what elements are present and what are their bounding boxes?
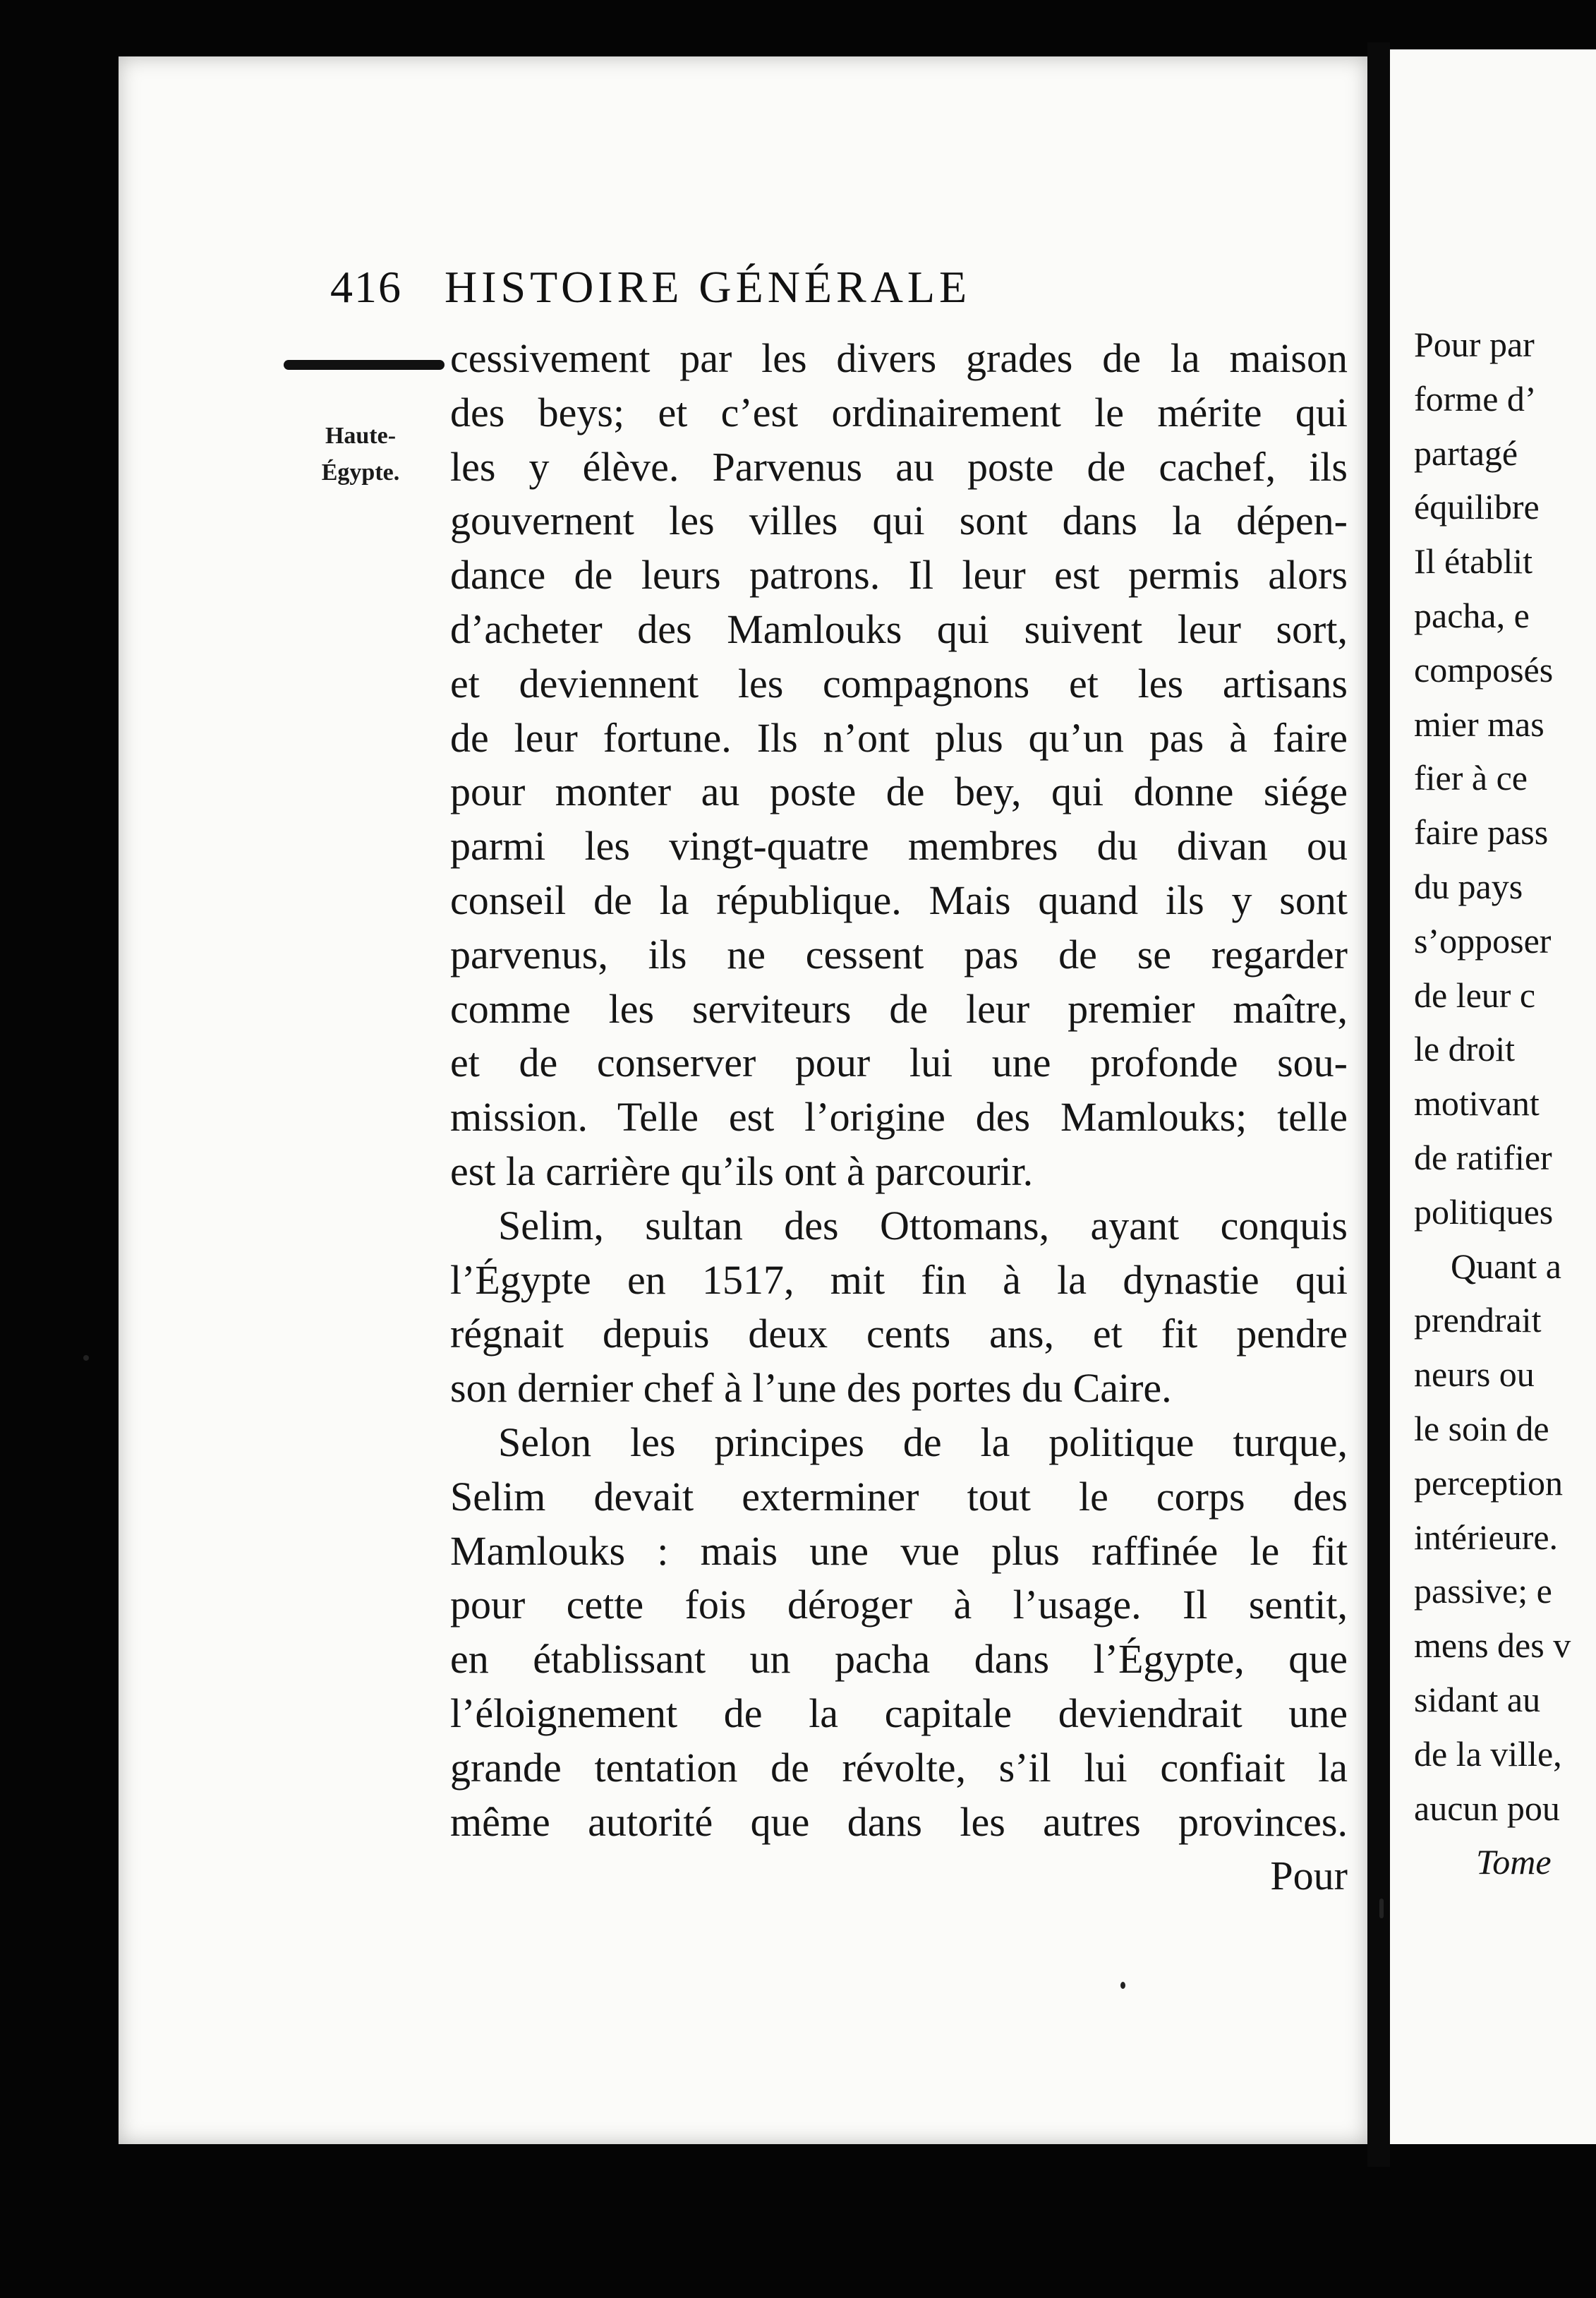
- text-line: les y élève. Parvenus au poste de cachef, ils: [450, 443, 1348, 490]
- text-line: cessivement par les divers grades de la maison: [450, 335, 1348, 381]
- right-page-body: [1414, 318, 1596, 1889]
- text-line: l’éloignement de la capitale deviendrait une: [450, 1690, 1348, 1736]
- text-line: du pays: [1414, 866, 1523, 906]
- text-line: pacha, e: [1414, 595, 1530, 635]
- text-line: neurs ou: [1414, 1354, 1535, 1395]
- text-line: parvenus, ils ne cessent pas de se regarder: [450, 931, 1348, 977]
- paper-speck: [83, 1355, 89, 1361]
- text-line: Il établit: [1414, 541, 1532, 582]
- text-line: aucun pou: [1414, 1788, 1560, 1828]
- text-line: le soin de: [1414, 1408, 1549, 1448]
- text-line: équilibre: [1414, 487, 1540, 527]
- text-line: fier à ce: [1414, 758, 1528, 798]
- text-line: s’opposer: [1414, 920, 1552, 961]
- text-line: grande tentation de révolte, s’il lui confiait la: [450, 1744, 1348, 1791]
- text-line: Mamlouks : mais une vue plus raffinée le fit: [450, 1527, 1348, 1574]
- running-title: HISTOIRE GÉNÉRALE: [445, 262, 972, 312]
- text-line: composés: [1414, 649, 1554, 690]
- text-line: forme d’: [1414, 378, 1537, 419]
- text-line: motivant: [1414, 1083, 1540, 1124]
- margin-rule: [284, 360, 445, 370]
- text-line: régnait depuis deux cents ans, et fit pendre: [450, 1311, 1348, 1357]
- text-line: Tome: [1476, 1842, 1552, 1882]
- paper-speck: [1379, 1899, 1384, 1918]
- text-line: son dernier chef à l’une des portes du Caire.: [450, 1365, 1172, 1412]
- text-line: Selim devait exterminer tout le corps des: [450, 1473, 1348, 1520]
- text-line: sidant au: [1414, 1679, 1541, 1719]
- margin-note-line: Haute-: [325, 423, 397, 449]
- text-line: et deviennent les compagnons et les artisans: [450, 660, 1348, 706]
- text-line: conseil de la république. Mais quand ils y sont: [450, 877, 1348, 923]
- paper-speck: [1120, 1982, 1125, 1989]
- page-number: 416: [330, 262, 402, 312]
- margin-note-line: Égypte.: [321, 459, 400, 486]
- text-line: de ratifier: [1414, 1137, 1552, 1177]
- catchword: Pour: [1270, 1853, 1348, 1899]
- text-line: mier mas: [1414, 704, 1544, 744]
- text-line: parmi les vingt-quatre membres du divan ou: [450, 823, 1348, 870]
- text-line: prendrait: [1414, 1300, 1542, 1340]
- text-line: pour monter au poste de bey, qui donne siége: [450, 769, 1348, 815]
- text-line: dance de leurs patrons. Il leur est permis alors: [450, 552, 1348, 598]
- text-line: perception: [1414, 1462, 1564, 1503]
- text-line: Selim, sultan des Ottomans, ayant conquis: [498, 1202, 1348, 1249]
- text-line: comme les serviteurs de leur premier maître,: [450, 985, 1348, 1032]
- text-line: passive; e: [1414, 1571, 1552, 1611]
- book-gutter: [1367, 42, 1390, 2167]
- text-line: en établissant un pacha dans l’Égypte, que: [450, 1636, 1348, 1683]
- text-line: faire pass: [1414, 812, 1549, 853]
- text-line: et de conserver pour lui une profonde sou-: [450, 1040, 1348, 1086]
- text-line: Selon les principes de la politique turque,: [498, 1419, 1348, 1465]
- text-line: Pour par: [1414, 325, 1535, 364]
- text-line: de leur fortune. Ils n’ont plus qu’un pas à faire: [450, 714, 1348, 761]
- text-line: de la ville,: [1414, 1733, 1562, 1774]
- text-line: mens des v: [1414, 1625, 1571, 1666]
- text-line: d’acheter des Mamlouks qui suivent leur sort,: [450, 606, 1348, 652]
- left-page-body: [450, 332, 1348, 1903]
- text-line: politiques: [1414, 1191, 1554, 1232]
- text-line: le droit: [1414, 1029, 1516, 1069]
- margin-note: [308, 418, 413, 491]
- text-line: gouvernent les villes qui sont dans la dépen-: [450, 498, 1348, 544]
- text-line: intérieure.: [1414, 1517, 1559, 1557]
- text-line: de leur c: [1414, 975, 1536, 1015]
- running-head: [330, 261, 1353, 313]
- text-line: même autorité que dans les autres provinces.: [450, 1798, 1348, 1845]
- text-line: l’Égypte en 1517, mit fin à la dynastie qui: [450, 1256, 1348, 1303]
- text-line: mission. Telle est l’origine des Mamlouks; telle: [450, 1094, 1348, 1141]
- text-line: pour cette fois déroger à l’usage. Il sentit,: [450, 1582, 1348, 1628]
- text-line: partagé: [1414, 433, 1518, 473]
- text-line: est la carrière qu’ils ont à parcourir.: [450, 1148, 1034, 1194]
- text-line: Quant a: [1451, 1246, 1561, 1286]
- text-line: des beys; et c’est ordinairement le mérite qui: [450, 389, 1348, 435]
